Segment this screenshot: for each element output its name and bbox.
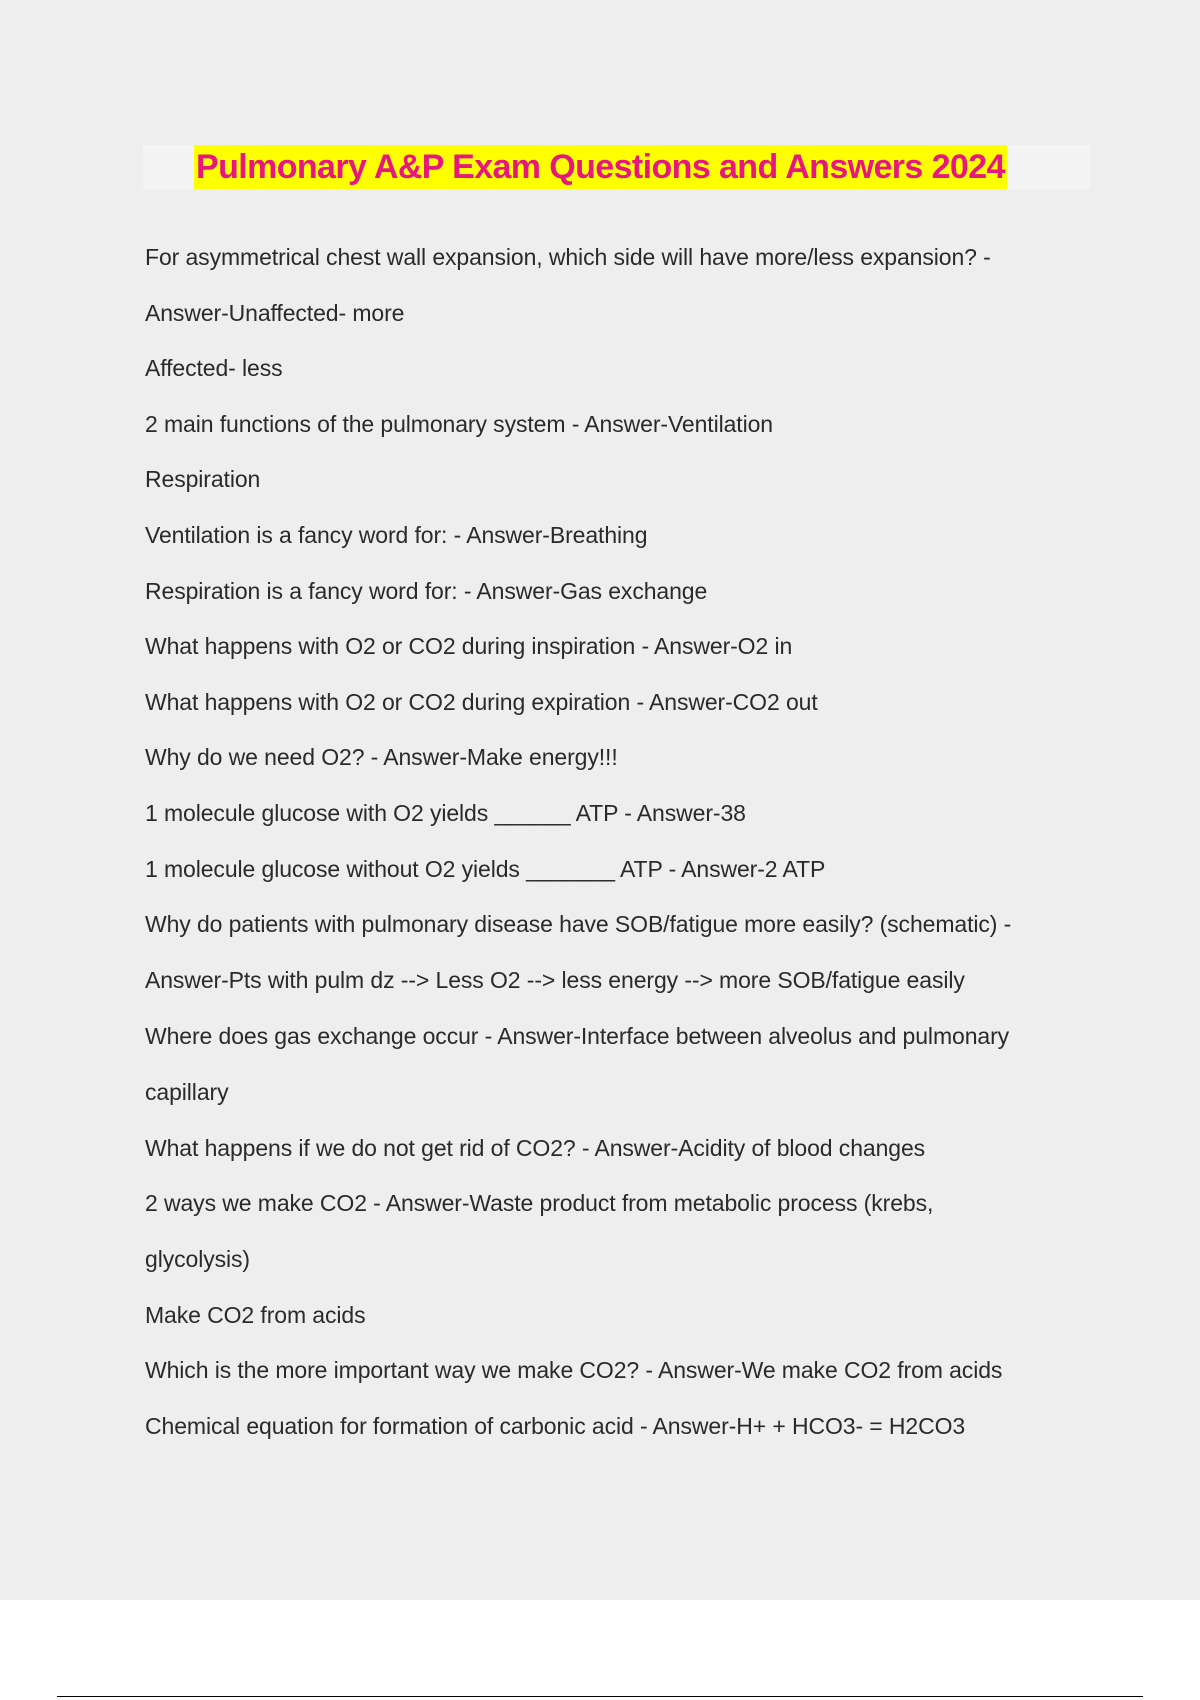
page-title: Pulmonary A&P Exam Questions and Answers 2024 (194, 145, 1007, 189)
text-line: glycolysis) (145, 1246, 250, 1272)
text-line: Why do we need O2? - Answer-Make energy!!! (145, 744, 618, 770)
text-line: What happens with O2 or CO2 during expiration - Answer-CO2 out (145, 689, 818, 715)
text-line: 1 molecule glucose without O2 yields _______ ATP - Answer-2 ATP (145, 856, 826, 882)
text-line: 1 molecule glucose with O2 yields ______ ATP - Answer-38 (145, 800, 746, 826)
text-line: Which is the more important way we make CO2? - Answer-We make CO2 from acids (145, 1357, 1003, 1383)
text-line: What happens if we do not get rid of CO2? - Answer-Acidity of blood changes (145, 1135, 926, 1161)
text-line: Chemical equation for formation of carbonic acid - Answer-H+ + HCO3- = H2CO3 (145, 1413, 966, 1439)
text-line: Where does gas exchange occur - Answer-Interface between alveolus and pulmonary (145, 1023, 1010, 1049)
text-line: Affected- less (145, 355, 283, 381)
text-line: 2 ways we make CO2 - Answer-Waste product from metabolic process (krebs, (145, 1190, 934, 1216)
text-line: Answer-Pts with pulm dz --> Less O2 --> less energy --> more SOB/fatigue easily (145, 967, 965, 993)
text-line: What happens with O2 or CO2 during inspiration - Answer-O2 in (145, 633, 793, 659)
text-line: Respiration (145, 466, 261, 492)
text-line: Ventilation is a fancy word for: - Answer-Breathing (145, 522, 648, 548)
text-line: 2 main functions of the pulmonary system - Answer-Ventilation (145, 411, 773, 437)
text-line: Why do patients with pulmonary disease have SOB/fatigue more easily? (schematic) - (145, 911, 1012, 937)
footer-rule (57, 1696, 1143, 1697)
text-line: capillary (145, 1079, 229, 1105)
text-line: Make CO2 from acids (145, 1302, 366, 1328)
text-line: For asymmetrical chest wall expansion, which side will have more/less expansion? - (145, 244, 991, 270)
text-line: Respiration is a fancy word for: - Answer-Gas exchange (145, 578, 708, 604)
text-line: Answer-Unaffected- more (145, 300, 405, 326)
